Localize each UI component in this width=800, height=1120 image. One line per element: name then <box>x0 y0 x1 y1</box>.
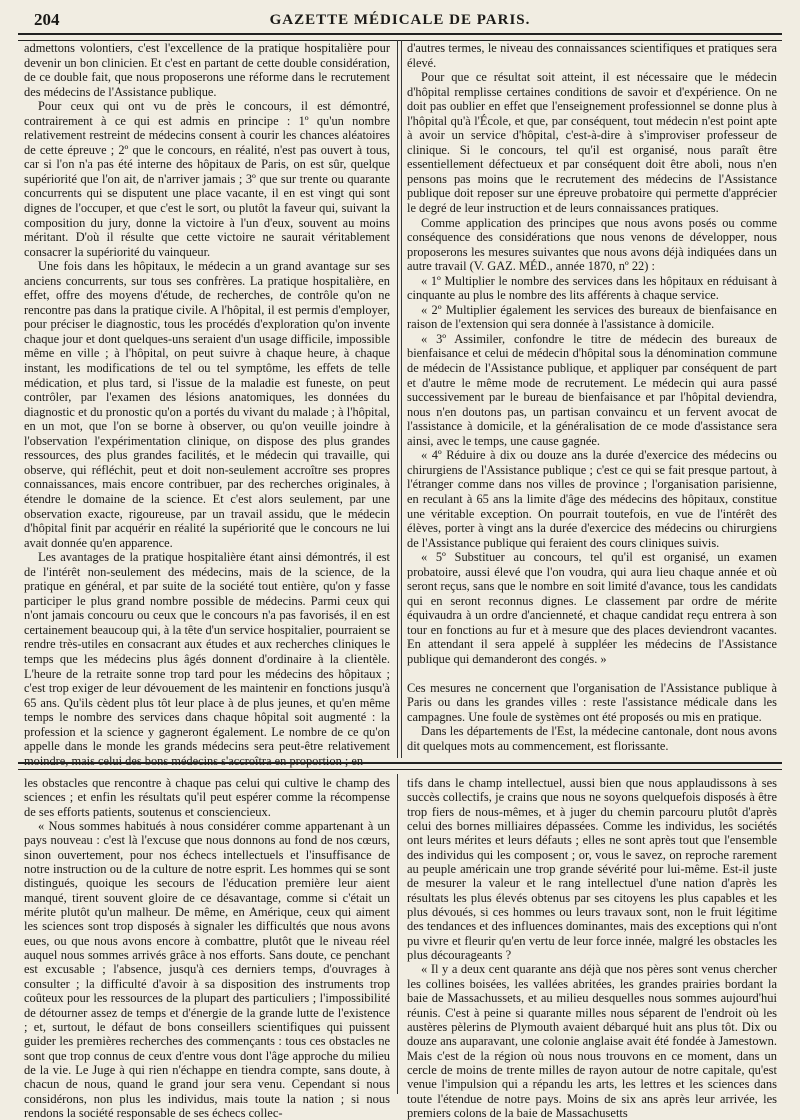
upper-right-column <box>407 41 777 756</box>
paragraph: Ces mesures ne concernent que l'organisation de l'Assistance publique à Paris ou dans les grandes villes : reste l'assistance médicale dans les campagnes. Une foule de systèmes ont été proposés ou mis en pratique. <box>407 680 777 724</box>
paragraph: « 3º Assimiler, confondre le titre de médecin des bureaux de bienfaisance et celui de médecin d'hôpital sous la dénomination commune de médecin de l'Assistance publique, et appliquer par conséquent de part et d'autre le même mode de recrutement. Le médecin qui aura passé successivement par le bureau de bienfaisance et par l'hôpital deviendra, nous n'en doutons pas, un partisan convaincu et un fervent avocat de l'assistance à domicile, et la généralisation de ce mode d'assistance sera ainsi, avec le temps, une cause gagnée. <box>407 331 777 448</box>
lower-left-column <box>24 776 390 1120</box>
paragraph: Les avantages de la pratique hospitalière étant ainsi démontrés, il est de l'intérêt non-seulement des médecins, mais de la science, de la pratique en général, et par suite de la société tout entière, qu'on y fasse participer le plus grand nombre possible de médecins. Parmi ceux qui n'ont jamais concouru ou ceux que le concours n'a pas favorisés, il en est certainement beaucoup qui, à la tête d'un service hospitalier, pourraient se rendre très-utiles en consacrant aux études et aux recherches cliniques le temps que les médecins plus âgés donnent d'ordinaire à la clientèle. L'heure de la retraite sonne trop tard pour les médecins des hôpitaux ; c'est trop exiger de leur dévouement de les maintenir en fonctions jusqu'à 65 ans. Qu'ils cèdent plus tôt leur place à de plus jeunes, et qu'en même temps le nombre des services dans chaque hôpital soit augmenté : la profession et la science y gagneront également. Le nombre de ce qu'on appelle dans le monde les grands médecins sera peut-être relativement moindre, mais celui des bons médecins s'accroîtra en proportion ; en <box>24 550 390 768</box>
lower-column-divider <box>397 774 398 1094</box>
page-number: 204 <box>34 10 60 29</box>
paragraph: Pour ceux qui ont vu de près le concours, il est démontré, contrairement à ce qui est admis en principe : 1º qu'un nombre relativement restreint de médecins consent à courir les chances aléatoires de cette épreuve ; 2º que le concours, en réalité, n'est pas ouvert à tous, car si l'on n'a pas été interne des hôpitaux de Paris, on est sûr, quelque supériorité que l'on ait, de n'arriver jamais ; 3º que sur trente ou quarante concurrents qui se disputent une place vacante, il en est vingt qui sont dignes de l'occuper, et que c'est le sort, ou plutôt la faveur qui, suivant la composition du jury, donne la victoire à l'un d'eux, souvent au moins méritant. D'où il résulte que cette victoire ne saurait véritablement consacrer la supériorité du vainqueur. <box>24 99 390 259</box>
paragraph: Une fois dans les hôpitaux, le médecin a un grand avantage sur ses anciens concurrents, sur tous ses confrères. La pratique hospitalière, en effet, offre des moyens d'étude, de recherches, de contrôle qu'on ne rencontre pas dans la pratique civile. A l'hôpital, il est permis d'employer, pour préciser le diagnostic, tous les procédés d'exploration qu'on invente chaque jour et dont quelques-uns seraient d'un usage difficile, impossible même en ville ; à l'hôpital, on peut suivre à chaque heure, à chaque instant, les modifications de tel ou tel symptôme, les effets de telle médication, et plus tard, si l'issue de la maladie est funeste, on peut contrôler, par l'examen des lésions anatomiques, les données du diagnostic et du pronostic qu'on a portés du vivant du malade ; à l'hôpital, en un mot, que l'on se borne à observer, ou qu'on veuille joindre à l'observation l'expérimentation clinique, on dispose des plus grandes ressources, des plus grandes facilités, et le médecin qui travaille, qui observe, qui réfléchit, peut et doit non-seulement accroître ses propres connaissances, mais encore contribuer, par des recherches originales, à étendre le domaine de la science. Et c'est alors seulement, par une observation exacte, rigoureuse, par un travail assidu, que le médecin d'hôpital finit par acquérir en réalité la supériorité que le concours ne lui avait donnée qu'en apparence. <box>24 259 390 550</box>
paragraph: Comme application des principes que nous avons posés ou comme conséquence des considérations que nous venons de développer, nous proposerons les mesures suivantes que nous avons déjà indiquées dans un autre travail (V. GAZ. MÉD., année 1870, nº 22) : <box>407 215 777 274</box>
lower-right-column <box>407 776 777 1120</box>
upper-left-column <box>24 41 390 768</box>
paragraph: Pour que ce résultat soit atteint, il est nécessaire que le médecin d'hôpital remplisse certaines conditions de savoir et d'expérience. On ne doit pas oublier en effet que l'enseignement professionnel se donne plus à l'hôpital qu'à l'École, et que, par conséquent, tout médecin n'est point apte à avoir un service d'hôpital, c'est-à-dire à s'improviser professeur de clinique. Si le concours, tel qu'il est organisé, nous paraît être essentiellement défectueux et par conséquent doit être aboli, nous n'en pensons pas moins que le recrutement des médecins de l'Assistance publique doit reposer sur une épreuve probatoire qui permette d'apprécier le degré de leur instruction et de leurs connaissances pratiques. <box>407 70 777 216</box>
page-header <box>20 6 780 34</box>
paragraph: « 5º Substituer au concours, tel qu'il est organisé, un examen probatoire, aussi élevé que l'on voudra, qui aura lieu chaque année et où seront reçus, sans que le nombre en soit limité d'avance, tous les candidats qui en seront reconnus dignes. Le classement par ordre de mérite équivaudra à un ordre d'ancienneté, et chaque candidat reçu entrera à son tour en fonctions au fur et à mesure que des places deviendront vacantes. En attendant il sera appelé à suppléer les médecins de l'Assistance publique qui demanderont des congés. » <box>407 550 777 666</box>
paragraph: Dans les départements de l'Est, la médecine cantonale, dont nous avons dit quelques mots au commencement, est florissante. <box>407 724 777 753</box>
section-rule <box>18 762 782 770</box>
paragraph: « Il y a deux cent quarante ans déjà que nos pères sont venus chercher les collines boisées, les vallées abritées, les grandes prairies bordant la baie de Massachussets, et au milieu desquelles nous sommes aujourd'hui réunis. C'est à peine si quarante milles nous séparent de l'endroit où les austères pèlerins de Plymouth avaient débarqué huit ans plus tôt. Dix ou douze ans auparavant, une colonie anglaise avait été fondée à Jamestown. Mais c'est de la région où nous nous trouvons en ce moment, dans un cercle de moins de trente milles de rayon autour de notre capitale, qu'est venue l'impulsion qui a répandu les arts, les lettres et les sciences dans toute l'étendue de notre pays. Moins de six ans après leur arrivée, les premiers colons de la baie de Massachusetts <box>407 962 777 1120</box>
paragraph: « 1º Multiplier le nombre des services dans les hôpitaux en réduisant à cinquante au plus le nombre des lits afférents à chaque service. <box>407 273 777 303</box>
paragraph: « 4º Réduire à dix ou douze ans la durée d'exercice des médecins ou chirurgiens de l'Assistance publique ; c'est ce qui se fait presque partout, à l'étranger comme dans nos villes de province ; l'organisation parisienne, en reculant à 65 ans la limite d'âge des médecins des hôpitaux, constitue une véritable exception. On pourrait toutefois, en vue de l'intérêt des élèves, porter à vingt ans la durée d'exercice des médecins ou chirurgiens de l'Assistance publique qui feraient des cours cliniques suivis. <box>407 448 777 550</box>
running-head: GAZETTE MÉDICALE DE PARIS. <box>269 11 531 28</box>
column-divider <box>397 40 402 758</box>
paragraph: admettons volontiers, c'est l'excellence de la pratique hospitalière pour devenir un bon clinicien. Et c'est en partant de cette double considération, de ce double fait, que nous proposerons une réforme dans le recrutement des médecins de l'Assistance publique. <box>24 41 390 99</box>
paragraph: « Nous sommes habitués à nous considérer comme appartenant à un pays nouveau : c'est là l'excuse que nous donnons au fond de nos cœurs, sinon ouvertement, pour nos échecs intellectuels et l'insuffisance de notre instruction ou de la culture de notre esprit. Les hommes qui se sont distingués, quoique les secours de l'éducation première leur aient manqué, tirent souvent gloire de ce désavantage, comme si c'était un mérite plutôt qu'un malheur. De même, en Amérique, ceux qui aiment les sciences sont trop disposés à signaler les difficultés que nous avons eues, ou que nous avons encore à combattre, plutôt que le niveau réel auquel nous sommes arrivés grâce à nos efforts. Sans doute, ce penchant est excusable ; l'absence, jusqu'à ces derniers temps, d'ouvrages à consulter ; la difficulté d'avoir à sa disposition des instruments trop coûteux pour les ressources de la plupart des particuliers ; l'impossibilité de détourner assez de temps et d'énergie de la grande lutte de l'existence ; et, surtout, le défaut de bons conseillers scientifiques qui puissent guider les premières recherches des commençants : tous ces obstacles ne sont que trop connus de ceux d'entre vous dont l'âge approche du milieu de la vie. Le Juge à qui rien n'échappe en tiendra compte, sans doute, à chacun de nous, quand le grand jour sera venu. Cependant si nous considérons, non plus les individus, mais toute la nation ; si nous rendons la société responsable de ses échecs collec- <box>24 819 390 1120</box>
paragraph: « 2º Multiplier également les services des bureaux de bienfaisance en raison de l'extension qui sera donnée à l'assistance à domicile. <box>407 302 777 332</box>
paragraph: les obstacles que rencontre à chaque pas celui qui cultive le champ des sciences ; et enfin les résultats qu'il peut espérer comme la récompense de ses efforts patients, soutenus et consciencieux. <box>24 776 390 819</box>
paragraph: d'autres termes, le niveau des connaissances scientifiques et pratiques sera élevé. <box>407 41 777 70</box>
paragraph: tifs dans le champ intellectuel, aussi bien que nous applaudissons à ses succès collectifs, je crains que nous ne soyons quelquefois disposés à être trop fiers de nous-mêmes, et à juger du chemin parcouru plutôt d'après celui des bornes milliaires dépassées. Comme les individus, les sociétés ont leurs mérites et leurs défauts ; elles ne sont après tout que l'ensemble des individus qui les composent ; or, vous le savez, on reproche rarement au peuple américain une trop grande sévérité pour lui-même. Est-il juste de mesurer la valeur et le rang intellectuel d'une nation d'après les résultats les plus élevés obtenus par ses citoyens les plus capables et les plus dévoués, si ces hommes ou leurs travaux sont, non le fruit légitime des tendances et des influences dominantes, mais des exceptions qui n'ont pu vivre et fleurir qu'en vertu de leur force innée, malgré les obstacles les plus décourageants ? <box>407 776 777 963</box>
